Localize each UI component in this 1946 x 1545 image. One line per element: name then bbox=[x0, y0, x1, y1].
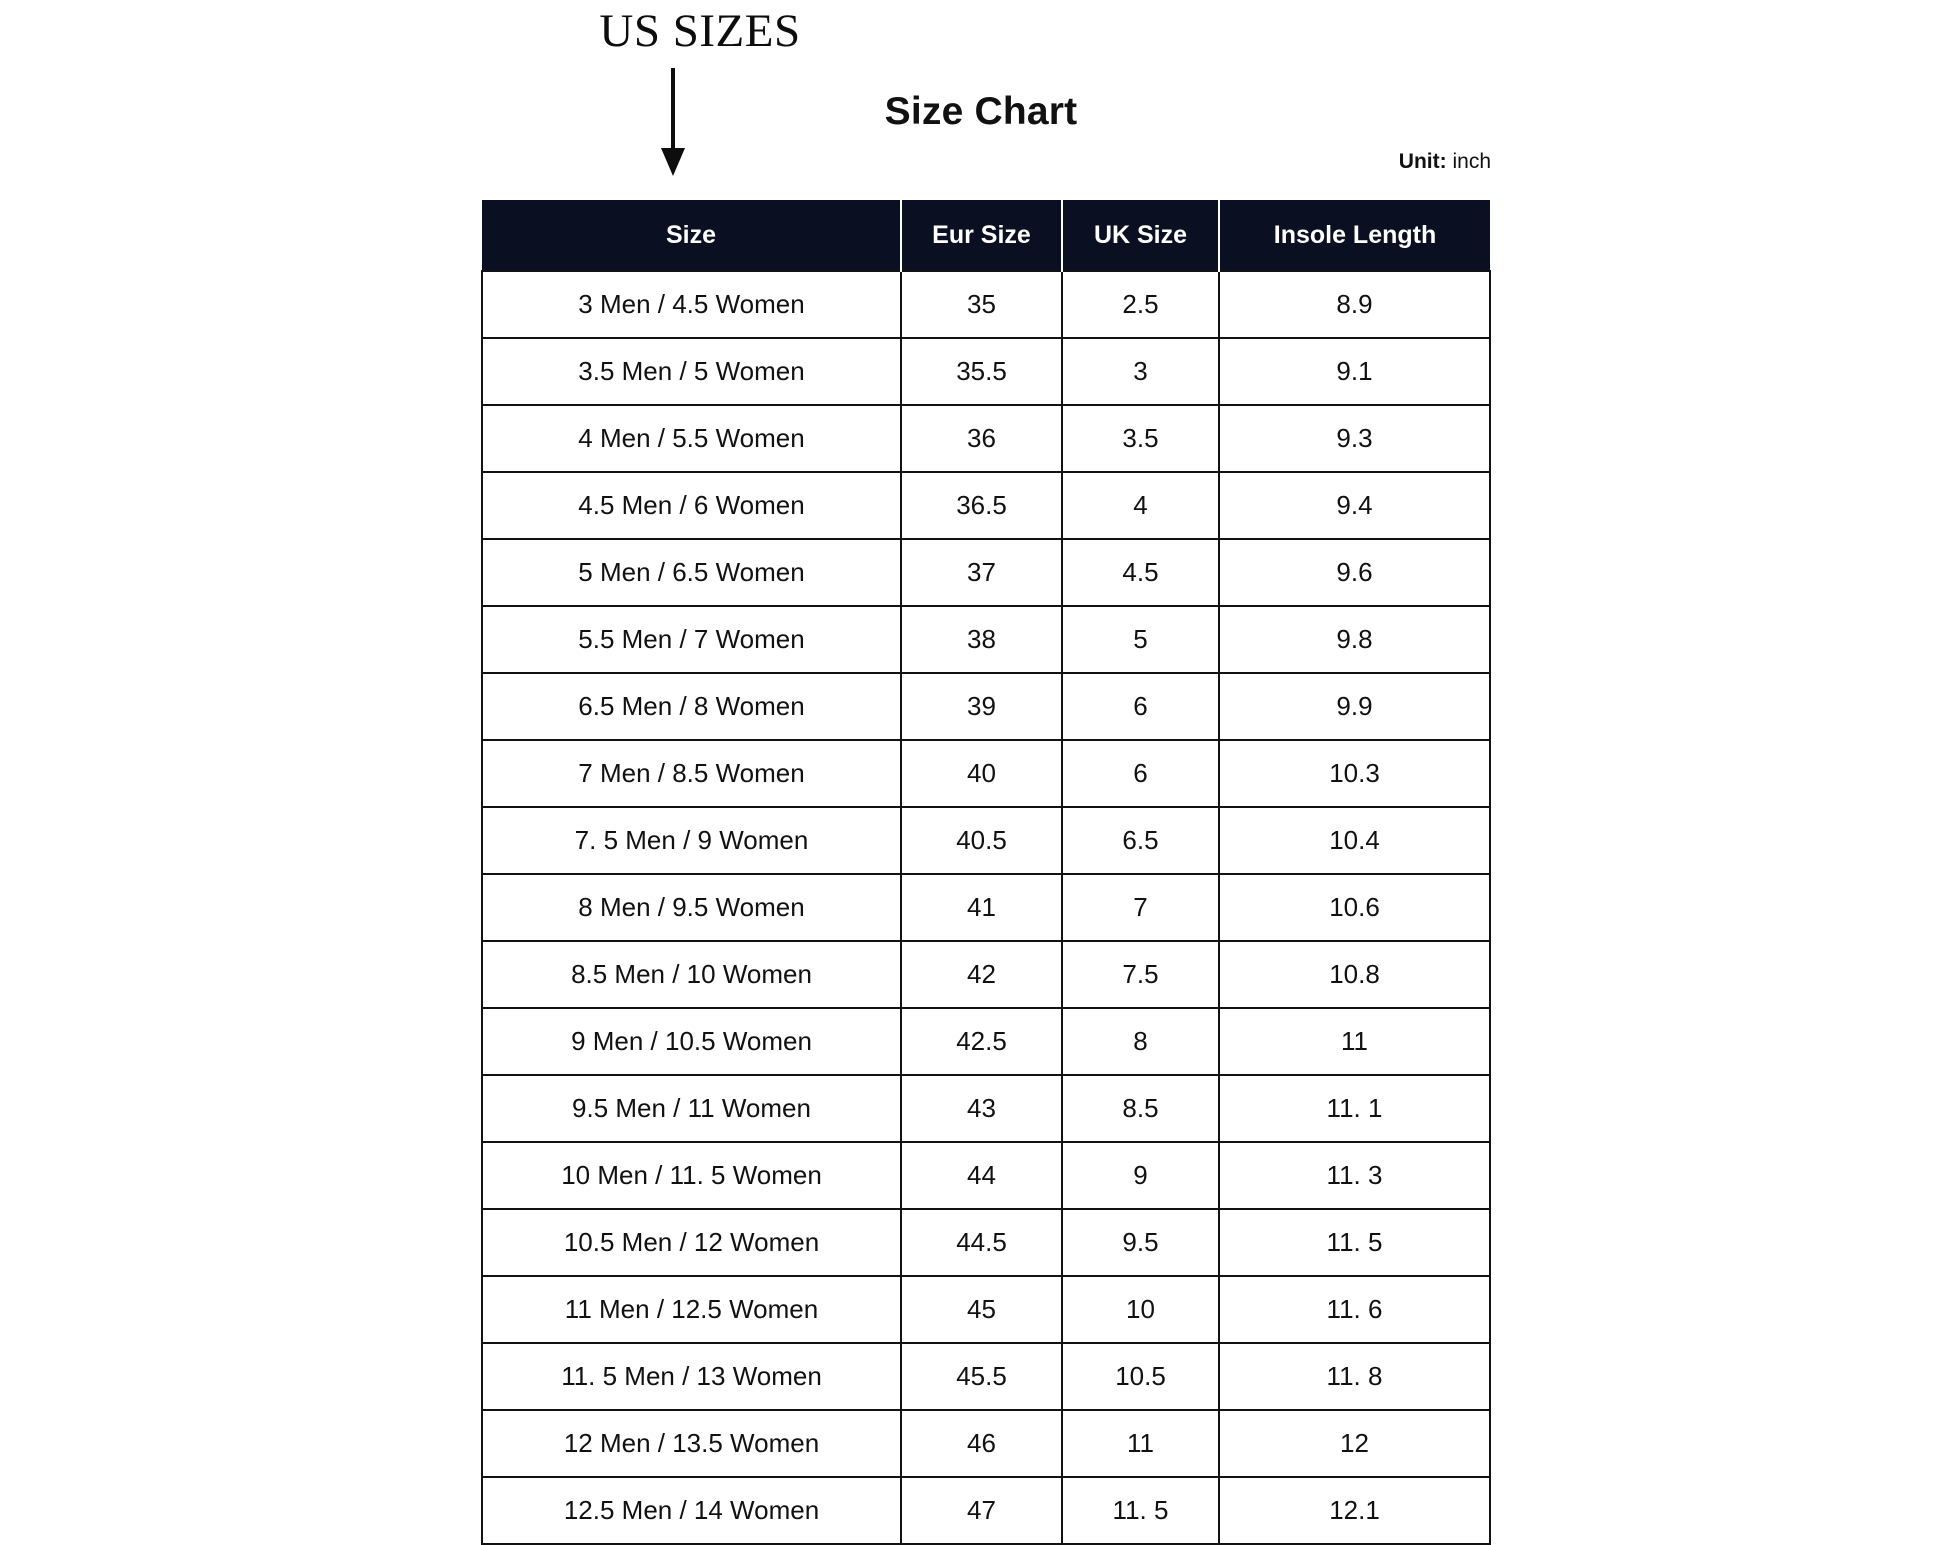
table-row bbox=[482, 1209, 1490, 1276]
table-cell: 42 bbox=[901, 941, 1062, 1008]
table-cell: 9.4 bbox=[1219, 472, 1490, 539]
column-header-size: Size bbox=[482, 200, 901, 271]
table-cell: 10.5 Men / 12 Women bbox=[482, 1209, 901, 1276]
table-cell: 5 bbox=[1062, 606, 1219, 673]
table-cell: 11. 6 bbox=[1219, 1276, 1490, 1343]
table-cell: 11 bbox=[1219, 1008, 1490, 1075]
table-cell: 9 Men / 10.5 Women bbox=[482, 1008, 901, 1075]
table-cell: 3 Men / 4.5 Women bbox=[482, 271, 901, 338]
table-cell: 10.8 bbox=[1219, 941, 1490, 1008]
table-row bbox=[482, 1276, 1490, 1343]
table-cell: 11. 8 bbox=[1219, 1343, 1490, 1410]
table-cell: 4.5 Men / 6 Women bbox=[482, 472, 901, 539]
table-cell: 3.5 bbox=[1062, 405, 1219, 472]
table-cell: 5.5 Men / 7 Women bbox=[482, 606, 901, 673]
table-row bbox=[482, 405, 1490, 472]
table-cell: 4.5 bbox=[1062, 539, 1219, 606]
table-row bbox=[482, 807, 1490, 874]
table-row bbox=[482, 271, 1490, 338]
table-cell: 11. 1 bbox=[1219, 1075, 1490, 1142]
table-row bbox=[482, 1008, 1490, 1075]
table-cell: 4 Men / 5.5 Women bbox=[482, 405, 901, 472]
table-cell: 9.1 bbox=[1219, 338, 1490, 405]
table-cell: 9.5 Men / 11 Women bbox=[482, 1075, 901, 1142]
unit-value: inch bbox=[1452, 150, 1491, 173]
table-cell: 12 bbox=[1219, 1410, 1490, 1477]
table-cell: 10.6 bbox=[1219, 874, 1490, 941]
table-cell: 10.5 bbox=[1062, 1343, 1219, 1410]
table-cell: 9.9 bbox=[1219, 673, 1490, 740]
table-cell: 37 bbox=[901, 539, 1062, 606]
table-cell: 7. 5 Men / 9 Women bbox=[482, 807, 901, 874]
us-sizes-annotation bbox=[535, 6, 865, 58]
table-cell: 35.5 bbox=[901, 338, 1062, 405]
table-body bbox=[482, 271, 1490, 1544]
table-row bbox=[482, 1477, 1490, 1544]
table-row bbox=[482, 673, 1490, 740]
table-cell: 42.5 bbox=[901, 1008, 1062, 1075]
table-cell: 10 Men / 11. 5 Women bbox=[482, 1142, 901, 1209]
table-cell: 43 bbox=[901, 1075, 1062, 1142]
table-cell: 8.9 bbox=[1219, 271, 1490, 338]
table-cell: 12 Men / 13.5 Women bbox=[482, 1410, 901, 1477]
table-row bbox=[482, 1410, 1490, 1477]
table-cell: 38 bbox=[901, 606, 1062, 673]
table-cell: 40.5 bbox=[901, 807, 1062, 874]
table-cell: 6.5 bbox=[1062, 807, 1219, 874]
table-cell: 7 bbox=[1062, 874, 1219, 941]
table-cell: 47 bbox=[901, 1477, 1062, 1544]
page-title bbox=[0, 90, 1946, 134]
table-cell: 11. 3 bbox=[1219, 1142, 1490, 1209]
size-chart-table-wrapper bbox=[481, 200, 1489, 1545]
table-cell: 11. 5 Men / 13 Women bbox=[482, 1343, 901, 1410]
table-cell: 7.5 bbox=[1062, 941, 1219, 1008]
table-cell: 9.8 bbox=[1219, 606, 1490, 673]
table-row bbox=[482, 1142, 1490, 1209]
table-row bbox=[482, 941, 1490, 1008]
table-cell: 40 bbox=[901, 740, 1062, 807]
table-cell: 3.5 Men / 5 Women bbox=[482, 338, 901, 405]
table-cell: 9.5 bbox=[1062, 1209, 1219, 1276]
table-row bbox=[482, 539, 1490, 606]
us-sizes-label: US SIZES bbox=[599, 5, 801, 57]
table-row bbox=[482, 338, 1490, 405]
table-cell: 10.4 bbox=[1219, 807, 1490, 874]
page-title-text: Size Chart bbox=[884, 90, 1078, 133]
table-cell: 8 Men / 9.5 Women bbox=[482, 874, 901, 941]
table-cell: 36 bbox=[901, 405, 1062, 472]
table-row bbox=[482, 1075, 1490, 1142]
table-row bbox=[482, 740, 1490, 807]
table-cell: 8.5 Men / 10 Women bbox=[482, 941, 901, 1008]
table-cell: 45.5 bbox=[901, 1343, 1062, 1410]
table-cell: 2.5 bbox=[1062, 271, 1219, 338]
column-header-insole-length: Insole Length bbox=[1219, 200, 1490, 271]
unit-note bbox=[1399, 150, 1491, 174]
table-cell: 11 Men / 12.5 Women bbox=[482, 1276, 901, 1343]
table-cell: 11 bbox=[1062, 1410, 1219, 1477]
table-cell: 6.5 Men / 8 Women bbox=[482, 673, 901, 740]
table-cell: 8 bbox=[1062, 1008, 1219, 1075]
size-chart-table bbox=[481, 200, 1491, 1545]
table-header-row bbox=[482, 200, 1490, 271]
table-cell: 41 bbox=[901, 874, 1062, 941]
table-cell: 11. 5 bbox=[1219, 1209, 1490, 1276]
table-cell: 39 bbox=[901, 673, 1062, 740]
table-cell: 9.3 bbox=[1219, 405, 1490, 472]
table-cell: 44.5 bbox=[901, 1209, 1062, 1276]
column-header-eur-size: Eur Size bbox=[901, 200, 1062, 271]
table-cell: 44 bbox=[901, 1142, 1062, 1209]
table-cell: 4 bbox=[1062, 472, 1219, 539]
table-cell: 35 bbox=[901, 271, 1062, 338]
table-cell: 10.3 bbox=[1219, 740, 1490, 807]
table-cell: 5 Men / 6.5 Women bbox=[482, 539, 901, 606]
table-cell: 9.6 bbox=[1219, 539, 1490, 606]
table-cell: 45 bbox=[901, 1276, 1062, 1343]
table-row bbox=[482, 1343, 1490, 1410]
unit-label: Unit: bbox=[1398, 150, 1447, 173]
table-row bbox=[482, 874, 1490, 941]
table-cell: 6 bbox=[1062, 673, 1219, 740]
table-cell: 10 bbox=[1062, 1276, 1219, 1343]
table-cell: 7 Men / 8.5 Women bbox=[482, 740, 901, 807]
table-row bbox=[482, 606, 1490, 673]
table-cell: 3 bbox=[1062, 338, 1219, 405]
table-cell: 11. 5 bbox=[1062, 1477, 1219, 1544]
table-cell: 8.5 bbox=[1062, 1075, 1219, 1142]
table-cell: 12.1 bbox=[1219, 1477, 1490, 1544]
column-header-uk-size: UK Size bbox=[1062, 200, 1219, 271]
table-cell: 46 bbox=[901, 1410, 1062, 1477]
table-header bbox=[482, 200, 1490, 271]
table-cell: 9 bbox=[1062, 1142, 1219, 1209]
table-cell: 36.5 bbox=[901, 472, 1062, 539]
table-row bbox=[482, 472, 1490, 539]
table-cell: 6 bbox=[1062, 740, 1219, 807]
table-cell: 12.5 Men / 14 Women bbox=[482, 1477, 901, 1544]
